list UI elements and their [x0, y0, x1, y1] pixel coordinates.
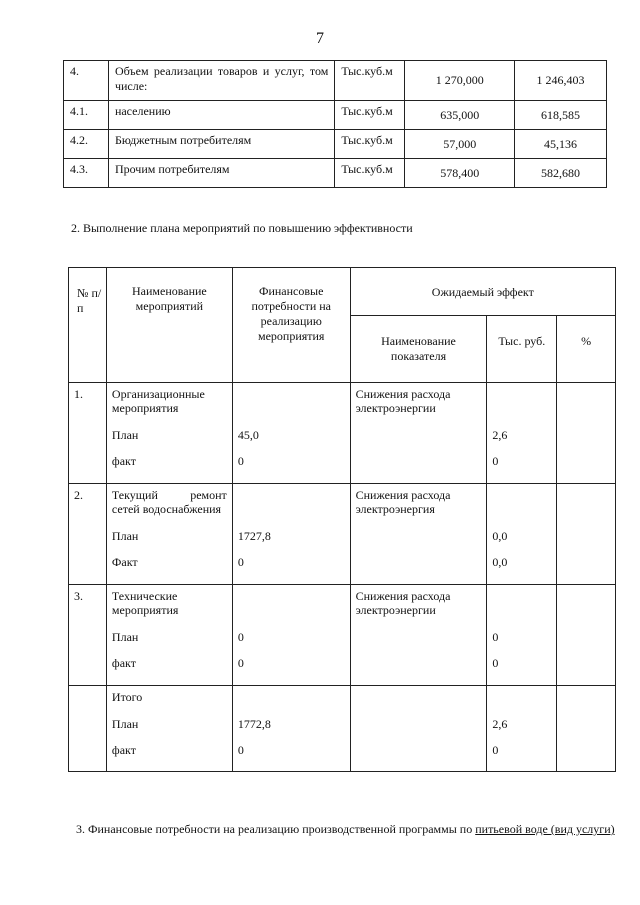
fact-finance: 0 — [237, 656, 244, 670]
section-3-prefix: 3. Финансовые потребности на реализацию производственной программы по — [76, 822, 476, 836]
row-name: Объем реализации товаров и услуг, том числе: — [108, 61, 334, 101]
header-expected-effect: Ожидаемый эффект — [350, 268, 615, 316]
header-indicator: Наименование показателя — [350, 316, 487, 383]
row-number: 4.2. — [64, 130, 109, 159]
header-measure-name: Наименование мероприятий — [106, 268, 232, 383]
header-finance: Финансовые потребности на реализацию мероприятия — [232, 268, 350, 383]
fact-finance: 0 — [237, 743, 244, 757]
fact-label: факт — [111, 743, 136, 757]
section-2-title: 2. Выполнение плана мероприятий по повышению эффективности — [71, 221, 413, 235]
table-row — [64, 61, 607, 101]
table-row — [69, 383, 616, 484]
measure-cell — [106, 484, 232, 585]
indicator-line-2: электроэнергия — [355, 502, 435, 516]
row-number: 4.1. — [64, 101, 109, 130]
row-unit: Тыс.куб.м — [335, 101, 405, 130]
finance-cell — [232, 686, 350, 772]
indicator-line-2: электроэнергии — [355, 603, 436, 617]
row-value-2: 1 246,403 — [515, 61, 607, 101]
table-row — [64, 130, 607, 159]
finance-cell — [232, 383, 350, 484]
measure-name-line-2: сетей водоснабжения — [111, 502, 222, 516]
row-number — [69, 585, 107, 686]
measure-word-1: Текущий — [111, 488, 158, 502]
fact-finance: 0 — [237, 454, 244, 468]
table-row-total — [69, 686, 616, 772]
row-number: 4.3. — [64, 159, 109, 188]
indicator-line-2: электроэнергии — [355, 401, 436, 415]
measure-word-2: ремонт — [190, 488, 227, 502]
measure-name-line-2: мероприятия — [111, 603, 179, 617]
row-unit: Тыс.куб.м — [335, 61, 405, 101]
measure-name-line-2: мероприятия — [111, 401, 179, 415]
row-unit: Тыс.куб.м — [335, 159, 405, 188]
total-label: Итого — [111, 690, 143, 704]
percent-cell — [557, 383, 616, 484]
row-number: 4. — [64, 61, 109, 101]
plan-rub: 0,0 — [492, 529, 508, 543]
row-number-text: 3. — [74, 589, 83, 603]
header-thousand-rub: Тыс. руб. — [487, 316, 557, 383]
efficiency-measures-table — [68, 267, 616, 772]
measure-cell — [106, 383, 232, 484]
table-header-row — [69, 268, 616, 316]
row-value-1: 578,400 — [405, 159, 515, 188]
row-value-2: 618,585 — [515, 101, 607, 130]
plan-rub: 2,6 — [492, 717, 508, 731]
row-name: населению — [108, 101, 334, 130]
indicator-line-1: Снижения расхода — [355, 589, 451, 603]
indicator-line-1: Снижения расхода — [355, 387, 451, 401]
fact-label: факт — [111, 454, 136, 468]
finance-cell — [232, 484, 350, 585]
row-number-text: 1. — [74, 387, 83, 401]
row-value-2: 45,136 — [515, 130, 607, 159]
plan-finance: 0 — [237, 630, 244, 644]
table-row — [64, 159, 607, 188]
rub-cell — [487, 585, 557, 686]
row-number — [69, 686, 107, 772]
indicator-cell — [350, 383, 487, 484]
section-3-underlined: питьевой воде (вид услуги) — [475, 822, 615, 836]
rub-cell — [487, 686, 557, 772]
fact-label: Факт — [111, 555, 138, 569]
plan-label: План — [111, 630, 139, 644]
plan-label: План — [111, 717, 139, 731]
plan-rub: 0 — [492, 630, 499, 644]
indicator-line-1: Снижения расхода — [355, 488, 451, 502]
rub-cell — [487, 383, 557, 484]
indicator-cell — [350, 484, 487, 585]
row-value-1: 635,000 — [405, 101, 515, 130]
rub-cell — [487, 484, 557, 585]
row-value-1: 57,000 — [405, 130, 515, 159]
indicator-cell — [350, 686, 487, 772]
plan-rub: 2,6 — [492, 428, 508, 442]
row-name: Прочим потребителям — [108, 159, 334, 188]
finance-cell — [232, 585, 350, 686]
table-row — [69, 484, 616, 585]
row-value-2: 582,680 — [515, 159, 607, 188]
sales-volume-table — [63, 60, 607, 188]
header-percent: % — [557, 316, 616, 383]
row-unit: Тыс.куб.м — [335, 130, 405, 159]
measure-name-line-1: Технические — [111, 589, 178, 603]
plan-finance: 1727,8 — [237, 529, 271, 543]
fact-rub: 0 — [492, 656, 499, 670]
row-number-text: 2. — [74, 488, 83, 502]
percent-cell — [557, 686, 616, 772]
fact-rub: 0 — [492, 743, 499, 757]
measure-name-line-1: Организационные — [111, 387, 205, 401]
measure-cell — [106, 585, 232, 686]
table-row — [69, 585, 616, 686]
fact-rub: 0,0 — [492, 555, 508, 569]
section-3-title — [76, 822, 615, 837]
plan-label: План — [111, 529, 139, 543]
percent-cell — [557, 484, 616, 585]
table-row — [64, 101, 607, 130]
page-number: 7 — [316, 30, 324, 47]
measure-name-line-1 — [112, 488, 227, 502]
indicator-cell — [350, 585, 487, 686]
fact-label: факт — [111, 656, 136, 670]
row-number — [69, 383, 107, 484]
plan-label: План — [111, 428, 139, 442]
plan-finance: 1772,8 — [237, 717, 271, 731]
percent-cell — [557, 585, 616, 686]
row-number — [69, 484, 107, 585]
plan-finance: 45,0 — [237, 428, 259, 442]
fact-finance: 0 — [237, 555, 244, 569]
row-name: Бюджетным потребителям — [108, 130, 334, 159]
fact-rub: 0 — [492, 454, 499, 468]
row-value-1: 1 270,000 — [405, 61, 515, 101]
measure-cell — [106, 686, 232, 772]
header-number: № п/п — [69, 268, 107, 383]
